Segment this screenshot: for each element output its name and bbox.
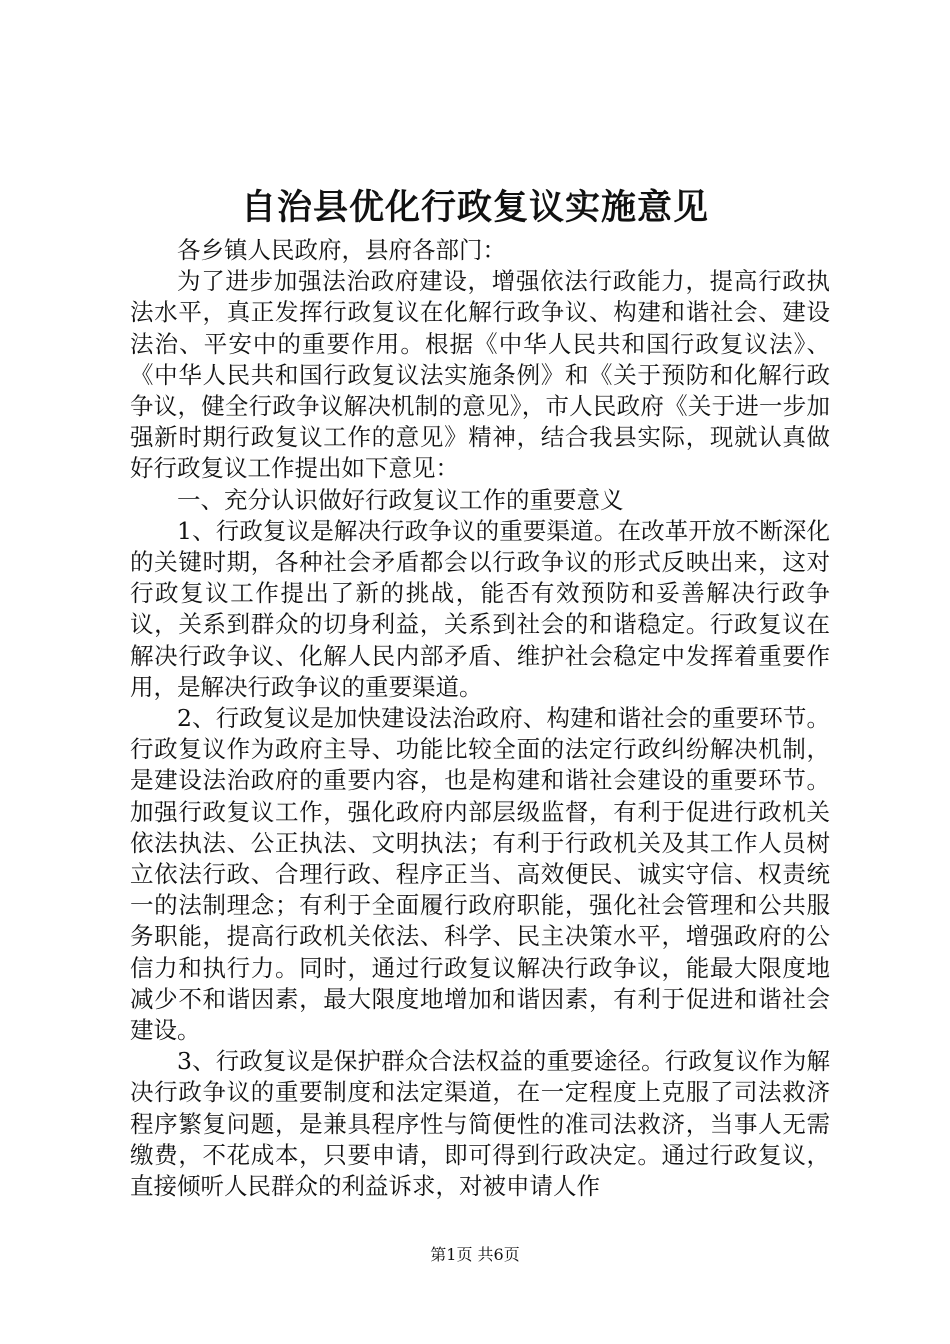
paragraph-item-2: 2、行政复议是加快建设法治政府、构建和谐社会的重要环节。行政复议作为政府主导、功能比较全面的法定行政纠纷解决机制，是建设法治政府的重要内容，也是构建和谐社会建设的重要环节。加强行政复议工作，强化政府内部层级监督，有利于促进行政机关依法执法、公正执法、文明执法；有利于行政机关及其工作人员树立依法行政、合理行政、程序正当、高效便民、诚实守信、权责统一的法制理念；有利于全面履行政府职能，强化社会管理和公共服务职能，提高行政机关依法、科学、民主决策水平，增强政府的公信力和执行力。同时，通过行政复议解决行政争议，能最大限度地减少不和谐因素，最大限度地增加和谐因素，有利于促进和谐社会建设。 [130, 704, 830, 1045]
salutation: 各乡镇人民政府，县府各部门： [177, 236, 506, 264]
paragraph-item-3: 3、行政复议是保护群众合法权益的重要途径。行政复议作为解决行政争议的重要制度和法定渠道，在一定程度上克服了司法救济程序繁复问题，是兼具程序性与简便性的准司法救济，当事人无需缴费，不花成本，只要申请，即可得到行政决定。通过行政复议，直接倾听人民群众的利益诉求，对被申请人作 [130, 1047, 830, 1201]
document-body [130, 235, 830, 1202]
paragraph-intro: 为了进步加强法治政府建设，增强依法行政能力，提高行政执法水平，真正发挥行政复议在化解行政争议、构建和谐社会、建设法治、平安中的重要作用。根据《中华人民共和国行政复议法》、《中华人民共和国行政复议法实施条例》和《关于预防和化解行政争议，健全行政争议解决机制的意见》，市人民政府《关于进一步加强新时期行政复议工作的意见》精神，结合我县实际，现就认真做好行政复议工作提出如下意见： [130, 267, 830, 483]
page-footer: 第1页 共6页 [430, 1245, 520, 1264]
paragraph-item-1: 1、行政复议是解决行政争议的重要渠道。在改革开放不断深化的关键时期，各种社会矛盾都会以行政争议的形式反映出来，这对行政复议工作提出了新的挑战，能否有效预防和妥善解决行政争议，关系到群众的切身利益，关系到社会的和谐稳定。行政复议在解决行政争议、化解人民内部矛盾、维护社会稳定中发挥着重要作用，是解决行政争议的重要渠道。 [130, 516, 830, 701]
section-heading-1: 一、充分认识做好行政复议工作的重要意义 [177, 485, 624, 514]
document-title: 自治县优化行政复议实施意见 [240, 188, 709, 228]
